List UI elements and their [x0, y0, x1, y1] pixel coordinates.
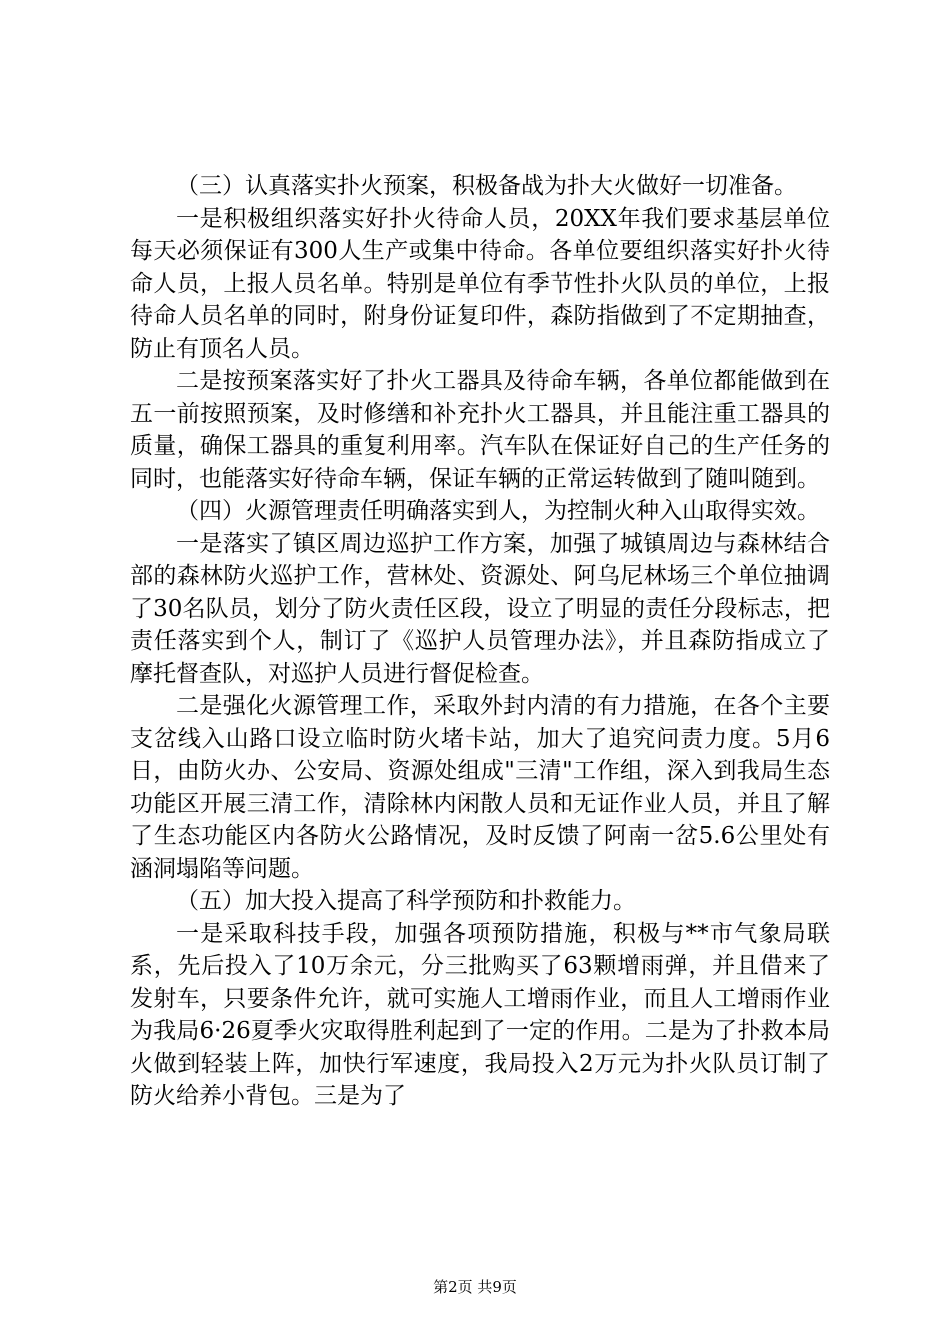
paragraph: 一是采取科技手段，加强各项预防措施，积极与**市气象局联系，先后投入了10万余元，分三批购买了63颗增雨弹，并且借来了发射车，只要条件允许，就可实施人工增雨作业，而且人工增雨作业为我局6·26夏季火灾取得胜利起到了一定的作用。二是为了扑救本局火做到轻装上阵，加快行军速度，我局投入2万元为扑火队员订制了防火给养小背包。三是为了 [130, 920, 830, 1109]
paragraph: 一是落实了镇区周边巡护工作方案，加强了城镇周边与森林结合部的森林防火巡护工作，营林处、资源处、阿乌尼林场三个单位抽调了30名队员，划分了防火责任区段，设立了明显的责任分段标志，把责任落实到个人，制订了《巡护人员管理办法》，并且森防指成立了摩托督查队，对巡护人员进行督促检查。 [130, 530, 830, 687]
page-number-footer: 第2页 共9页 [433, 1278, 517, 1296]
document-body [130, 170, 830, 1113]
paragraph: 一是积极组织落实好扑火待命人员，20XX年我们要求基层单位每天必须保证有300人生产或集中待命。各单位要组织落实好扑火待命人员，上报人员名单。特别是单位有季节性扑火队员的单位，上报待命人员名单的同时，附身份证复印件，森防指做到了不定期抽查，防止有顶名人员。 [130, 205, 830, 362]
paragraph: 二是按预案落实好了扑火工器具及待命车辆，各单位都能做到在五一前按照预案，及时修缮和补充扑火工器具，并且能注重工器具的质量，确保工器具的重复利用率。汽车队在保证好自己的生产任务的同时，也能落实好待命车辆，保证车辆的正常运转做到了随叫随到。 [130, 368, 830, 492]
paragraph: 二是强化火源管理工作，采取外封内清的有力措施，在各个主要支岔线入山路口设立临时防火堵卡站，加大了追究问责力度。5月6日，由防火办、公安局、资源处组成"三清"工作组，深入到我局生态功能区开展三清工作，清除林内闲散人员和无证作业人员，并且了解了生态功能区内各防火公路情况，及时反馈了阿南一岔5.6公里处有涵洞塌陷等问题。 [130, 693, 830, 882]
section-heading-three: （三）认真落实扑火预案，积极备战为扑大火做好一切准备。 [176, 173, 797, 199]
section-heading-five: （五）加大投入提高了科学预防和扑救能力。 [176, 888, 636, 914]
section-heading-four: （四）火源管理责任明确落实到人，为控制火种入山取得实效。 [176, 498, 820, 524]
